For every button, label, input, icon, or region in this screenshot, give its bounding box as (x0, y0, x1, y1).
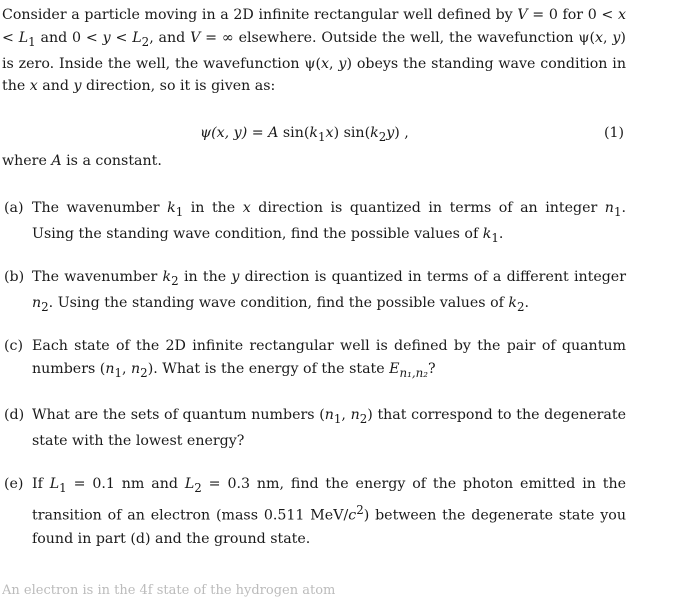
math-var: x (617, 7, 626, 23)
equation-text: ) , (394, 125, 409, 141)
math-var: L (18, 29, 29, 46)
math-var: y (612, 29, 621, 46)
math-var: n (131, 360, 141, 377)
equation-1 (0, 122, 700, 146)
where-text: is a constant. (61, 153, 162, 169)
intro-text: and 0 < (35, 29, 103, 46)
part-text-seg: The wavenumber (32, 269, 163, 285)
math-var: y (338, 55, 347, 72)
intro-text: ) obeys the standing wave condition in the (2, 55, 626, 95)
part-text-seg: = 0.3 nm, find the energy of the photon emitted in the transition of an electron (mass 0.511 MeV/ (32, 476, 626, 525)
math-var: x (325, 125, 334, 141)
intro-text: and (37, 78, 74, 95)
math-var: k (167, 200, 176, 216)
part-label: (b) (4, 269, 25, 285)
part-text (32, 266, 626, 319)
part-text-seg: . Using the standing wave condition, find the possible values of (48, 295, 509, 312)
part-text-seg: = 0.1 nm and (66, 476, 185, 492)
math-var: k (482, 226, 492, 243)
math-subscript: 1 (491, 231, 499, 246)
math-var: L (49, 476, 60, 492)
math-subscript: 1 (175, 204, 184, 219)
math-superscript: 2 (356, 503, 364, 518)
part-text-seg: ? (427, 360, 436, 377)
part-d (4, 404, 626, 453)
math-var: n (324, 407, 334, 423)
intro-text: < (110, 29, 133, 46)
math-subscript: 2 (359, 411, 368, 426)
math-var: c (348, 508, 357, 525)
part-a (4, 197, 626, 250)
part-text-seg: What are the sets of quantum numbers ( (32, 407, 325, 423)
math-var: y (231, 269, 240, 285)
cutoff-next-question: An electron is in the 4f state of the hydrogen atom (2, 583, 336, 598)
part-text-seg: . (498, 226, 504, 243)
math-var: y (386, 125, 395, 141)
where-line (2, 150, 162, 173)
part-text-seg: direction is quantized in terms of a different integer (239, 269, 626, 285)
part-label: (c) (4, 338, 24, 354)
math-var: n (350, 407, 360, 423)
math-var: V (517, 7, 528, 23)
math-subscript: 2 (378, 129, 387, 144)
math-subscript: 1 (333, 411, 342, 426)
part-label: (a) (4, 200, 24, 216)
part-text-seg: ). What is the energy of the state (147, 360, 390, 377)
math-var: n (32, 295, 42, 312)
equation-number: (1) (604, 125, 625, 141)
math-var: n (105, 360, 115, 377)
equation-text: ) sin( (333, 125, 371, 141)
math-subscript: 2 (194, 480, 202, 495)
part-text-seg: direction is quantized in terms of an integer (250, 200, 605, 216)
part-text (32, 197, 626, 250)
math-subscript: 1 (59, 480, 67, 495)
math-var: k (508, 295, 518, 312)
part-text-seg: in the (183, 200, 243, 216)
intro-text: = ∞ elsewhere. Outside the well, the wavefunction ψ( (200, 29, 596, 46)
math-var: x (595, 29, 604, 46)
math-var: x (242, 200, 251, 216)
intro-text: = 0 for 0 < (527, 7, 618, 23)
intro-text: < (2, 29, 19, 46)
math-var: k (162, 269, 172, 285)
math-var: x (321, 55, 330, 72)
math-var: k (370, 125, 379, 141)
part-text (32, 404, 626, 453)
math-subscript: n₁,n₂ (399, 365, 428, 380)
math-var: n (604, 200, 614, 216)
math-var: L (132, 29, 142, 46)
part-label: (e) (4, 476, 24, 492)
math-subscript: 2 (41, 300, 49, 315)
intro-text: , and (149, 29, 191, 46)
math-var: V (190, 29, 201, 46)
part-text-seg: . Using the standing wave condition, find the possible values of (32, 200, 626, 243)
part-text-seg: ) between the degenerate state you found in part (d) and the ground state. (32, 508, 626, 547)
part-text-seg: in the (178, 269, 232, 285)
part-text-seg: , (341, 407, 351, 423)
math-var: L (184, 476, 195, 492)
equation-body (200, 122, 409, 148)
part-text-seg: Each state of the 2D infinite rectangular well is defined by the pair of quantum numbers ( (32, 338, 626, 377)
part-text-seg: . (524, 295, 530, 312)
math-var: x (29, 78, 38, 95)
math-var: A (268, 125, 279, 141)
part-text-seg: If (32, 476, 50, 492)
intro-text: direction, so it is given as: (81, 78, 276, 95)
part-text (32, 335, 626, 384)
intro-paragraph (2, 4, 626, 98)
math-subscript: 2 (141, 34, 150, 49)
math-subscript: 2 (517, 300, 525, 315)
part-text-seg: ) that correspond to the degenerate state with the lowest energy? (32, 407, 626, 450)
intro-text: Consider a particle moving in a 2D infinite rectangular well defined by (2, 7, 518, 23)
part-label: (d) (4, 407, 25, 423)
part-text-seg: The wavenumber (32, 200, 168, 216)
intro-text: , (329, 55, 339, 72)
equation-lhs: ψ(x, y) = (200, 125, 269, 141)
math-subscript: 2 (140, 365, 148, 380)
math-var: A (51, 153, 62, 169)
equation-text: sin( (278, 125, 310, 141)
math-var: y (73, 78, 82, 95)
part-text (32, 473, 626, 550)
intro-text: ) is zero. Inside the well, the wavefunction ψ( (2, 29, 626, 72)
math-subscript: 1 (318, 129, 326, 144)
where-text: where (2, 153, 52, 169)
intro-text: , (603, 29, 613, 46)
part-e (4, 473, 626, 550)
part-b (4, 266, 626, 319)
part-c (4, 335, 626, 384)
math-subscript: 1 (114, 365, 122, 380)
math-var: E (389, 360, 400, 377)
math-subscript: 2 (171, 273, 179, 288)
math-var: y (102, 29, 111, 46)
part-text-seg: , (122, 360, 132, 377)
math-subscript: 1 (613, 204, 622, 219)
math-subscript: 1 (28, 34, 36, 49)
math-var: k (309, 125, 319, 141)
